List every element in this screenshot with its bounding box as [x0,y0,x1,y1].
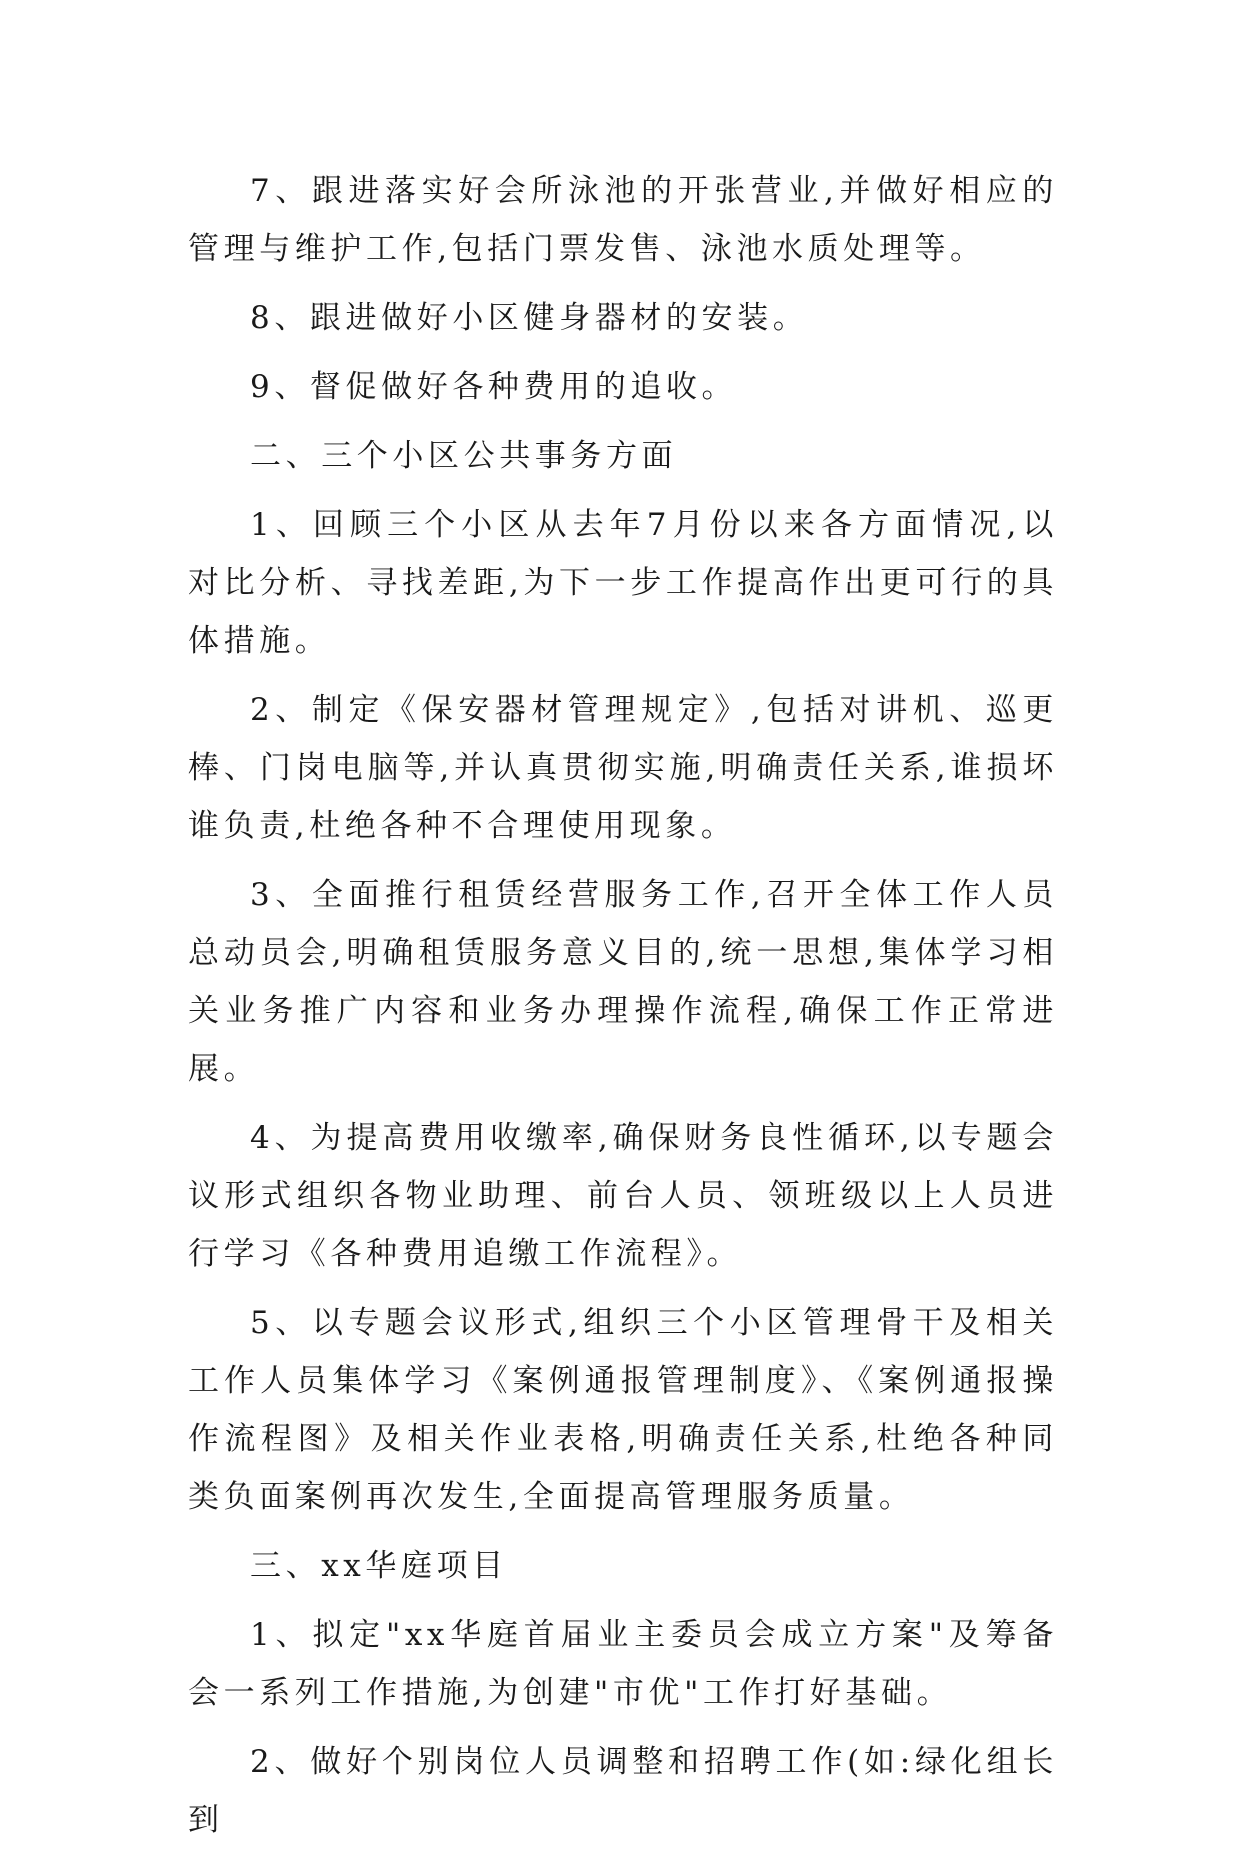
paragraph-item-5: 5、以专题会议形式,组织三个小区管理骨干及相关工作人员集体学习《案例通报管理制度》、《案例通报操作流程图》及相关作业表格,明确责任关系,杜绝各种同类负面案例再次发生,全面提高管理服务质量。 [188,1305,1058,1515]
paragraph-item-2: 2、做好个别岗位人员调整和招聘工作(如:绿化组长到 [188,1744,1058,1838]
paragraph-item-7: 7、跟进落实好会所泳池的开张营业,并做好相应的管理与维护工作,包括门票发售、泳池水质处理等。 [188,173,1058,267]
paragraph-item-2: 2、制定《保安器材管理规定》,包括对讲机、巡更棒、门岗电脑等,并认真贯彻实施,明确责任关系,谁损坏谁负责,杜绝各种不合理使用现象。 [188,692,1058,844]
paragraph-item-1: 1、拟定"xx华庭首届业主委员会成立方案"及筹备会一系列工作措施,为创建"市优"工作打好基础。 [188,1617,1058,1711]
paragraph-item-8: 8、跟进做好小区健身器材的安装。 [250,300,809,336]
paragraph-item-1: 1、回顾三个小区从去年7月份以来各方面情况,以对比分析、寻找差距,为下一步工作提高作出更可行的具体措施。 [188,507,1058,659]
paragraph-item-3: 3、全面推行租赁经营服务工作,召开全体工作人员总动员会,明确租赁服务意义目的,统一思想,集体学习相关业务推广内容和业务办理操作流程,确保工作正常进展。 [188,877,1058,1087]
paragraph-item-9: 9、督促做好各种费用的追收。 [250,369,738,405]
section-heading-3: 三、xx华庭项目 [250,1548,508,1584]
document-page [188,162,1058,1860]
paragraph-item-4: 4、为提高费用收缴率,确保财务良性循环,以专题会议形式组织各物业助理、前台人员、领班级以上人员进行学习《各种费用追缴工作流程》。 [188,1120,1058,1272]
section-heading-2: 二、三个小区公共事务方面 [250,438,678,474]
